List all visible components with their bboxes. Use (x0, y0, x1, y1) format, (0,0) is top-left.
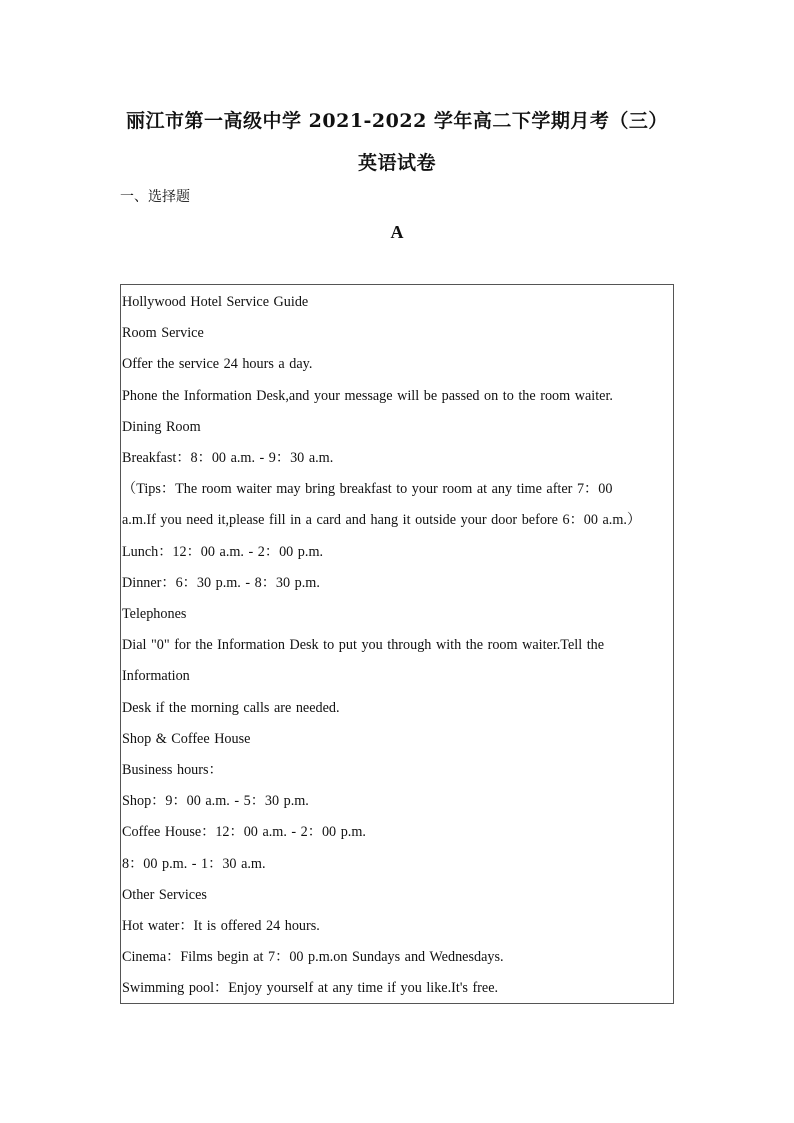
guide-line: Shop：9：00 a.m. - 5：30 p.m. (122, 793, 309, 809)
guide-line: Dinner：6：30 p.m. - 8：30 p.m. (122, 575, 320, 591)
guide-line: Dial "0" for the Information Desk to put you through with the room waiter.Tell the (122, 637, 605, 653)
passage-label: A (390, 222, 404, 242)
guide-heading-dining-room: Dining Room (122, 419, 201, 435)
guide-line: Business hours： (122, 762, 223, 778)
guide-line: Coffee House：12：00 a.m. - 2：00 p.m. (122, 824, 366, 840)
guide-heading-other-services: Other Services (122, 887, 207, 903)
hotel-service-guide-box (120, 284, 674, 1004)
guide-line: Lunch：12：00 a.m. - 2：00 p.m. (122, 544, 324, 560)
guide-line: Information (122, 668, 190, 684)
guide-heading-telephones: Telephones (122, 606, 187, 622)
guide-line: （Tips：The room waiter may bring breakfast to your room at any time after 7：00 (122, 481, 613, 497)
exam-title: 丽江市第一高级中学 2021-2022 学年高二下学期月考（三） (126, 110, 668, 132)
guide-line: a.m.If you need it,please fill in a card and hang it outside your door before 6：00 a.m.） (122, 512, 642, 528)
guide-line: 8：00 p.m. - 1：30 a.m. (122, 856, 266, 872)
guide-line: Swimming pool：Enjoy yourself at any time if you like.It's free. (122, 980, 499, 996)
guide-line: Desk if the morning calls are needed. (122, 700, 340, 716)
guide-line: Phone the Information Desk,and your message will be passed on to the room waiter. (122, 388, 613, 404)
guide-title: Hollywood Hotel Service Guide (122, 294, 309, 310)
guide-line: Hot water：It is offered 24 hours. (122, 918, 320, 934)
guide-line: Cinema：Films begin at 7：00 p.m.on Sundays and Wednesdays. (122, 949, 504, 965)
guide-heading-room-service: Room Service (122, 325, 204, 341)
guide-line: Breakfast：8：00 a.m. - 9：30 a.m. (122, 450, 334, 466)
section-heading: 一、选择题 (120, 189, 190, 205)
guide-heading-shop-coffee: Shop & Coffee House (122, 731, 251, 747)
guide-line: Offer the service 24 hours a day. (122, 356, 313, 372)
exam-subtitle: 英语试卷 (357, 152, 436, 174)
